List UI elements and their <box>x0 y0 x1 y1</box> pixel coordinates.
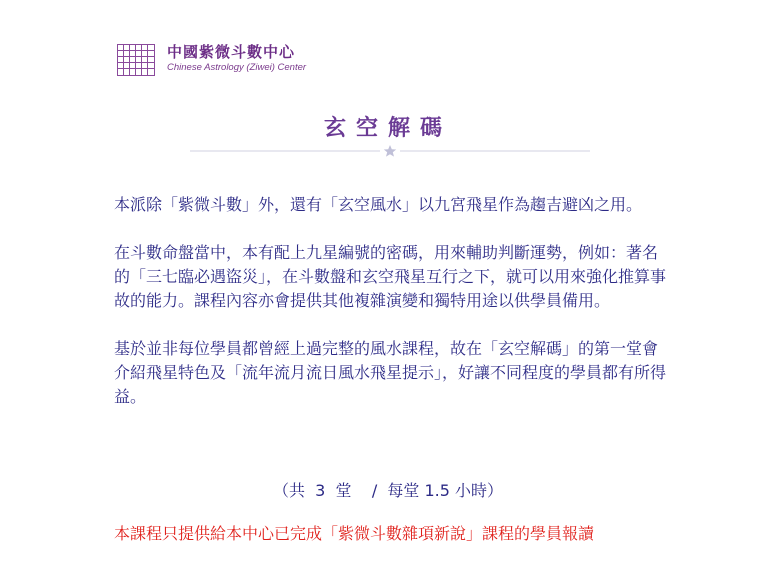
title-divider <box>190 143 590 159</box>
first-lesson-paragraph: 基於並非每位學員都曾經上過完整的風水課程，故在「玄空解碼」的第一堂會介紹飛星特色及「流年流月流日風水飛星提示」，好讓不同程度的學員都有所得益。 <box>114 339 667 406</box>
course-description <box>114 193 670 433</box>
site-logo <box>167 44 306 74</box>
page-title: 玄空解碼 <box>323 115 452 141</box>
site-header <box>117 44 306 78</box>
grid-logo-icon <box>117 44 155 76</box>
detail-paragraph: 在斗數命盤當中，本有配上九星編號的密碼，用來輔助判斷運勢，例如：著名的「三七臨必遇盜災」，在斗數盤和玄空飛星互行之下，就可以用來強化推算事故的能力。課程內容亦會提供其他複雜演變和獨特用途以供學員備用。 <box>114 243 667 310</box>
star-icon <box>384 145 396 157</box>
enrollment-notice: 本課程只提供給本中心已完成「紫微斗數雜項新說」課程的學員報讀 <box>114 524 595 543</box>
logo-name-cn: 中國紫微斗數中心 <box>167 43 296 61</box>
course-schedule: （共 3 堂 / 每堂 1.5 小時） <box>272 481 504 500</box>
intro-paragraph: 本派除「紫微斗數」外，還有「玄空風水」以九宮飛星作為趨吉避凶之用。 <box>114 195 643 214</box>
logo-name-en: Chinese Astrology (Ziwei) Center <box>167 62 307 73</box>
